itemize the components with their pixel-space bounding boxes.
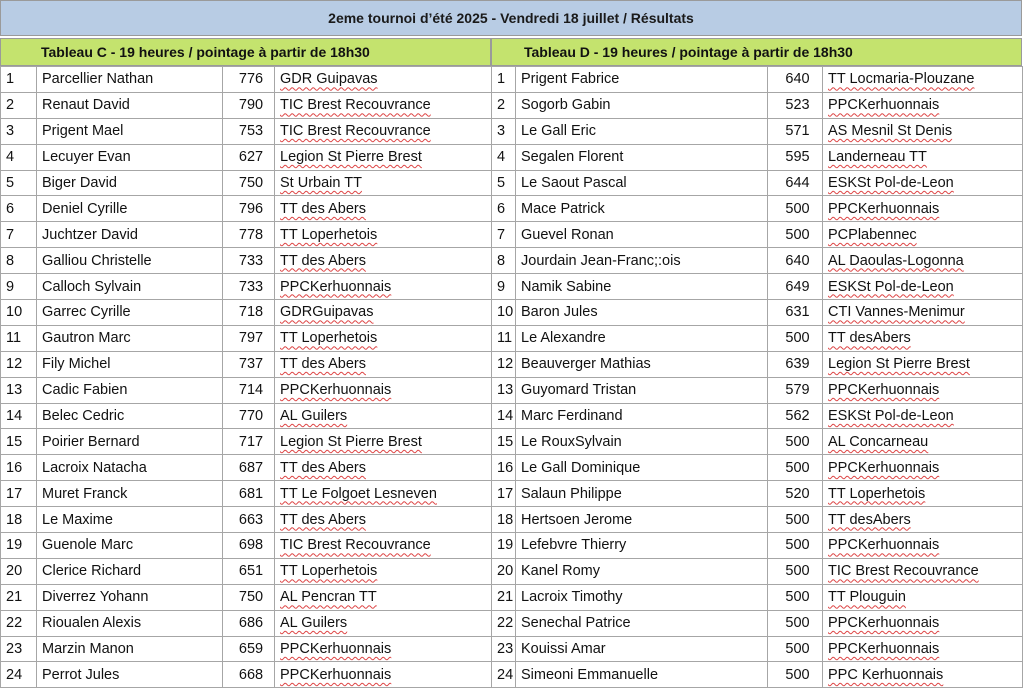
table-row <box>492 636 1023 662</box>
club-cell <box>823 533 1023 559</box>
table-row <box>1 67 492 93</box>
rank-cell: 6 <box>1 196 37 222</box>
table-row <box>1 455 492 481</box>
table-row <box>1 325 492 351</box>
club-cell <box>275 429 492 455</box>
club-label: TT des Abers <box>280 252 366 269</box>
player-name-cell: Belec Cedric <box>37 403 223 429</box>
club-cell <box>275 610 492 636</box>
club-cell <box>275 455 492 481</box>
table-row <box>492 403 1023 429</box>
club-cell <box>275 507 492 533</box>
club-label: PPC Kerhuonnais <box>828 666 944 683</box>
table-row <box>1 196 492 222</box>
club-label: TT Loperhetois <box>280 563 378 580</box>
rank-cell: 24 <box>1 662 37 688</box>
points-cell: 649 <box>768 274 823 300</box>
club-label: TT Loperhetois <box>280 226 378 243</box>
player-name-cell: Parcellier Nathan <box>37 67 223 93</box>
rank-cell: 22 <box>492 610 516 636</box>
club-label: AL Guilers <box>280 615 348 632</box>
rank-cell: 9 <box>492 274 516 300</box>
club-cell <box>275 377 492 403</box>
table-row <box>1 144 492 170</box>
table-row <box>492 274 1023 300</box>
club-label: ESKSt Pol-de-Leon <box>828 175 954 191</box>
rank-cell: 11 <box>492 325 516 351</box>
table-row <box>1 481 492 507</box>
points-cell: 562 <box>768 403 823 429</box>
club-cell <box>823 118 1023 144</box>
club-label: TIC Brest Recouvrance <box>828 563 979 580</box>
points-cell: 717 <box>223 429 275 455</box>
club-label: ESKSt Pol-de-Leon <box>828 278 954 295</box>
rank-cell: 20 <box>1 558 37 584</box>
rank-cell: 1 <box>1 67 37 93</box>
player-name-cell: Perrot Jules <box>37 662 223 688</box>
player-name-cell: Sogorb Gabin <box>516 92 768 118</box>
page-title: 2eme tournoi d’été 2025 - Vendredi 18 juillet / Résultats <box>0 0 1022 36</box>
table-row <box>492 300 1023 326</box>
club-label: PPCKerhuonnais <box>828 615 940 632</box>
points-cell: 500 <box>768 455 823 481</box>
club-cell <box>275 662 492 688</box>
table-row <box>492 610 1023 636</box>
club-label: Legion St Pierre Brest <box>280 433 422 450</box>
tableau-c-table <box>0 66 492 688</box>
points-cell: 733 <box>223 248 275 274</box>
club-cell <box>275 144 492 170</box>
table-row <box>1 222 492 248</box>
table-row <box>492 170 1023 196</box>
points-cell: 750 <box>223 584 275 610</box>
club-cell <box>275 533 492 559</box>
club-label: PPCKerhuonnais <box>828 537 940 554</box>
points-cell: 651 <box>223 558 275 584</box>
club-cell <box>823 67 1023 93</box>
points-cell: 571 <box>768 118 823 144</box>
rank-cell: 2 <box>492 92 516 118</box>
club-label: St Urbain TT <box>280 175 362 191</box>
club-label: TT Le Folgoet Lesneven <box>280 485 437 502</box>
points-cell: 698 <box>223 533 275 559</box>
club-label: PPCKerhuonnais <box>828 200 940 217</box>
club-cell <box>275 558 492 584</box>
rank-cell: 3 <box>492 118 516 144</box>
player-name-cell: Mace Patrick <box>516 196 768 222</box>
table-row <box>492 481 1023 507</box>
player-name-cell: Poirier Bernard <box>37 429 223 455</box>
rank-cell: 16 <box>1 455 37 481</box>
rank-cell: 7 <box>1 222 37 248</box>
points-cell: 668 <box>223 662 275 688</box>
club-label: TT des Abers <box>280 356 366 373</box>
player-name-cell: Rioualen Alexis <box>37 610 223 636</box>
rank-cell: 9 <box>1 274 37 300</box>
points-cell: 797 <box>223 325 275 351</box>
points-cell: 500 <box>768 429 823 455</box>
points-cell: 750 <box>223 170 275 196</box>
table-row <box>1 377 492 403</box>
rank-cell: 2 <box>1 92 37 118</box>
rank-cell: 10 <box>1 300 37 326</box>
rank-cell: 4 <box>492 144 516 170</box>
points-cell: 631 <box>768 300 823 326</box>
points-cell: 579 <box>768 377 823 403</box>
table-row <box>1 351 492 377</box>
club-cell <box>823 584 1023 610</box>
table-row <box>492 67 1023 93</box>
club-cell <box>823 248 1023 274</box>
table-row <box>1 533 492 559</box>
club-cell <box>823 507 1023 533</box>
tableau-d-table <box>491 66 1023 688</box>
club-cell <box>823 170 1023 196</box>
player-name-cell: Biger David <box>37 170 223 196</box>
player-name-cell: Beauverger Mathias <box>516 351 768 377</box>
rank-cell: 23 <box>1 636 37 662</box>
club-label: PPCKerhuonnais <box>828 382 940 399</box>
rank-cell: 20 <box>492 558 516 584</box>
club-label: TIC Brest Recouvrance <box>280 123 431 140</box>
club-cell <box>823 429 1023 455</box>
points-cell: 753 <box>223 118 275 144</box>
points-cell: 687 <box>223 455 275 481</box>
points-cell: 500 <box>768 636 823 662</box>
table-row <box>1 274 492 300</box>
points-cell: 714 <box>223 377 275 403</box>
club-label: TIC Brest Recouvrance <box>280 537 431 554</box>
player-name-cell: Clerice Richard <box>37 558 223 584</box>
table-row <box>1 636 492 662</box>
points-cell: 737 <box>223 351 275 377</box>
player-name-cell: Hertsoen Jerome <box>516 507 768 533</box>
player-name-cell: Renaut David <box>37 92 223 118</box>
player-name-cell: Prigent Fabrice <box>516 67 768 93</box>
club-cell <box>823 351 1023 377</box>
table-row <box>492 351 1023 377</box>
points-cell: 718 <box>223 300 275 326</box>
table-row <box>1 118 492 144</box>
club-cell <box>275 351 492 377</box>
club-label: Legion St Pierre Brest <box>828 356 970 373</box>
rank-cell: 15 <box>1 429 37 455</box>
points-cell: 500 <box>768 533 823 559</box>
club-cell <box>275 274 492 300</box>
table-row <box>492 248 1023 274</box>
player-name-cell: Prigent Mael <box>37 118 223 144</box>
club-cell <box>823 377 1023 403</box>
club-cell <box>823 274 1023 300</box>
points-cell: 659 <box>223 636 275 662</box>
rank-cell: 21 <box>1 584 37 610</box>
club-cell <box>275 584 492 610</box>
club-cell <box>275 248 492 274</box>
rank-cell: 6 <box>492 196 516 222</box>
table-row <box>492 584 1023 610</box>
rank-cell: 1 <box>492 67 516 93</box>
rank-cell: 13 <box>492 377 516 403</box>
rank-cell: 12 <box>1 351 37 377</box>
points-cell: 500 <box>768 610 823 636</box>
player-name-cell: Le Gall Dominique <box>516 455 768 481</box>
rank-cell: 8 <box>1 248 37 274</box>
player-name-cell: Le Maxime <box>37 507 223 533</box>
player-name-cell: Baron Jules <box>516 300 768 326</box>
player-name-cell: Deniel Cyrille <box>37 196 223 222</box>
club-label: AS Mesnil St Denis <box>828 123 953 140</box>
player-name-cell: Jourdain Jean-Franc;:ois <box>516 248 768 274</box>
table-row <box>492 222 1023 248</box>
player-name-cell: Le Gall Eric <box>516 118 768 144</box>
club-label: PCPlabennec <box>828 226 917 243</box>
rank-cell: 5 <box>492 170 516 196</box>
club-cell <box>823 636 1023 662</box>
club-cell <box>823 92 1023 118</box>
club-label: PPCKerhuonnais <box>828 641 940 658</box>
points-cell: 500 <box>768 196 823 222</box>
club-label: TT desAbers <box>828 511 911 528</box>
table-row <box>492 325 1023 351</box>
rank-cell: 23 <box>492 636 516 662</box>
points-cell: 790 <box>223 92 275 118</box>
club-label: GDR Guipavas <box>280 71 378 88</box>
club-cell <box>823 196 1023 222</box>
club-cell <box>275 92 492 118</box>
club-cell <box>275 481 492 507</box>
club-label: PPCKerhuonnais <box>828 97 940 114</box>
club-cell <box>275 196 492 222</box>
player-name-cell: Guenole Marc <box>37 533 223 559</box>
club-label: TT desAbers <box>828 330 911 347</box>
points-cell: 776 <box>223 67 275 93</box>
club-label: AL Pencran TT <box>280 589 377 606</box>
rank-cell: 15 <box>492 429 516 455</box>
rank-cell: 14 <box>1 403 37 429</box>
rank-cell: 19 <box>1 533 37 559</box>
points-cell: 500 <box>768 662 823 688</box>
player-name-cell: Cadic Fabien <box>37 377 223 403</box>
club-label: AL Guilers <box>280 408 348 425</box>
club-cell <box>823 481 1023 507</box>
points-cell: 639 <box>768 351 823 377</box>
club-cell <box>275 300 492 326</box>
points-cell: 500 <box>768 325 823 351</box>
points-cell: 640 <box>768 67 823 93</box>
table-row <box>1 248 492 274</box>
table-row <box>492 662 1023 688</box>
club-label: TT Loperhetois <box>280 330 378 347</box>
rank-cell: 5 <box>1 170 37 196</box>
rank-cell: 14 <box>492 403 516 429</box>
rank-cell: 4 <box>1 144 37 170</box>
player-name-cell: Guyomard Tristan <box>516 377 768 403</box>
club-label: TT des Abers <box>280 459 366 476</box>
table-row <box>1 92 492 118</box>
points-cell: 644 <box>768 170 823 196</box>
club-label: GDRGuipavas <box>280 304 374 321</box>
player-name-cell: Lefebvre Thierry <box>516 533 768 559</box>
tableau-c-header: Tableau C - 19 heures / pointage à partir de 18h30 <box>0 38 491 66</box>
rank-cell: 17 <box>492 481 516 507</box>
player-name-cell: Fily Michel <box>37 351 223 377</box>
club-cell <box>823 455 1023 481</box>
player-name-cell: Marzin Manon <box>37 636 223 662</box>
club-cell <box>275 118 492 144</box>
club-label: PPCKerhuonnais <box>280 641 392 658</box>
player-name-cell: Diverrez Yohann <box>37 584 223 610</box>
table-row <box>1 429 492 455</box>
points-cell: 686 <box>223 610 275 636</box>
player-name-cell: Le Alexandre <box>516 325 768 351</box>
player-name-cell: Guevel Ronan <box>516 222 768 248</box>
player-name-cell: Muret Franck <box>37 481 223 507</box>
club-label: Landerneau TT <box>828 149 927 166</box>
club-cell <box>823 144 1023 170</box>
club-cell <box>275 403 492 429</box>
points-cell: 595 <box>768 144 823 170</box>
club-cell <box>275 325 492 351</box>
club-cell <box>275 67 492 93</box>
points-cell: 663 <box>223 507 275 533</box>
player-name-cell: Namik Sabine <box>516 274 768 300</box>
club-label: ESKSt Pol-de-Leon <box>828 408 954 425</box>
club-label: PPCKerhuonnais <box>280 382 392 399</box>
club-label: Legion St Pierre Brest <box>280 149 422 166</box>
club-label: PPCKerhuonnais <box>280 666 392 683</box>
player-name-cell: Garrec Cyrille <box>37 300 223 326</box>
points-cell: 500 <box>768 584 823 610</box>
club-cell <box>823 403 1023 429</box>
club-label: TT Loperhetois <box>828 485 926 502</box>
club-label: TT Plouguin <box>828 589 906 606</box>
club-cell <box>275 222 492 248</box>
club-cell <box>823 610 1023 636</box>
rank-cell: 24 <box>492 662 516 688</box>
rank-cell: 16 <box>492 455 516 481</box>
points-cell: 796 <box>223 196 275 222</box>
rank-cell: 17 <box>1 481 37 507</box>
club-cell <box>823 300 1023 326</box>
rank-cell: 11 <box>1 325 37 351</box>
rank-cell: 12 <box>492 351 516 377</box>
rank-cell: 18 <box>1 507 37 533</box>
player-name-cell: Senechal Patrice <box>516 610 768 636</box>
club-label: AL Concarneau <box>828 433 929 450</box>
club-cell <box>275 636 492 662</box>
points-cell: 520 <box>768 481 823 507</box>
club-cell <box>275 170 492 196</box>
points-cell: 640 <box>768 248 823 274</box>
player-name-cell: Galliou Christelle <box>37 248 223 274</box>
player-name-cell: Le RouxSylvain <box>516 429 768 455</box>
player-name-cell: Gautron Marc <box>37 325 223 351</box>
table-row <box>492 533 1023 559</box>
points-cell: 681 <box>223 481 275 507</box>
rank-cell: 3 <box>1 118 37 144</box>
club-label: PPCKerhuonnais <box>828 459 940 476</box>
player-name-cell: Segalen Florent <box>516 144 768 170</box>
club-label: PPCKerhuonnais <box>280 278 392 295</box>
table-row <box>492 118 1023 144</box>
points-cell: 733 <box>223 274 275 300</box>
table-row <box>1 558 492 584</box>
club-label: TT des Abers <box>280 200 366 217</box>
rank-cell: 22 <box>1 610 37 636</box>
points-cell: 500 <box>768 222 823 248</box>
table-row <box>1 170 492 196</box>
points-cell: 778 <box>223 222 275 248</box>
table-row <box>1 403 492 429</box>
player-name-cell: Salaun Philippe <box>516 481 768 507</box>
club-label: CTI Vannes-Menimur <box>828 304 965 321</box>
club-label: TT des Abers <box>280 511 366 528</box>
table-row <box>1 300 492 326</box>
points-cell: 770 <box>223 403 275 429</box>
player-name-cell: Juchtzer David <box>37 222 223 248</box>
rank-cell: 8 <box>492 248 516 274</box>
rank-cell: 13 <box>1 377 37 403</box>
table-row <box>492 377 1023 403</box>
points-cell: 500 <box>768 507 823 533</box>
club-cell <box>823 558 1023 584</box>
points-cell: 523 <box>768 92 823 118</box>
points-cell: 627 <box>223 144 275 170</box>
table-row <box>492 507 1023 533</box>
club-label: AL Daoulas-Logonna <box>828 252 964 269</box>
player-name-cell: Kouissi Amar <box>516 636 768 662</box>
club-cell <box>823 662 1023 688</box>
table-row <box>492 144 1023 170</box>
player-name-cell: Lecuyer Evan <box>37 144 223 170</box>
player-name-cell: Lacroix Natacha <box>37 455 223 481</box>
table-row <box>492 455 1023 481</box>
club-label: TT Locmaria-Plouzane <box>828 71 975 88</box>
points-cell: 500 <box>768 558 823 584</box>
club-cell <box>823 222 1023 248</box>
rank-cell: 19 <box>492 533 516 559</box>
table-row <box>1 610 492 636</box>
player-name-cell: Kanel Romy <box>516 558 768 584</box>
table-row <box>492 92 1023 118</box>
rank-cell: 18 <box>492 507 516 533</box>
table-row <box>492 558 1023 584</box>
rank-cell: 21 <box>492 584 516 610</box>
table-row <box>492 196 1023 222</box>
table-row <box>1 584 492 610</box>
table-row <box>492 429 1023 455</box>
player-name-cell: Calloch Sylvain <box>37 274 223 300</box>
table-row <box>1 662 492 688</box>
table-row <box>1 507 492 533</box>
player-name-cell: Lacroix Timothy <box>516 584 768 610</box>
player-name-cell: Marc Ferdinand <box>516 403 768 429</box>
player-name-cell: Simeoni Emmanuelle <box>516 662 768 688</box>
rank-cell: 7 <box>492 222 516 248</box>
rank-cell: 10 <box>492 300 516 326</box>
club-cell <box>823 325 1023 351</box>
player-name-cell: Le Saout Pascal <box>516 170 768 196</box>
tableau-d-header: Tableau D - 19 heures / pointage à partir de 18h30 <box>491 38 1022 66</box>
club-label: TIC Brest Recouvrance <box>280 97 431 114</box>
